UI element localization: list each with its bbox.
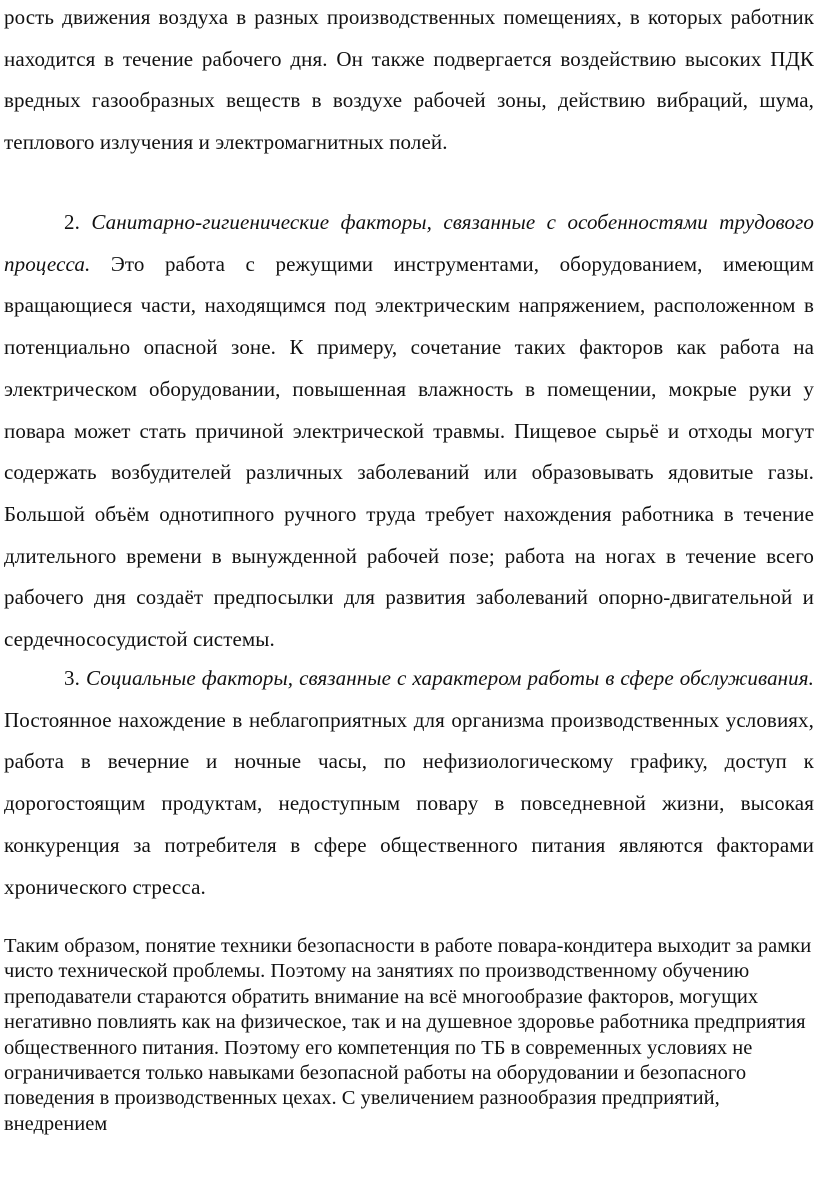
italic-heading: Санитарно-гигиенические факторы, связанные с особенностями трудового процесса. xyxy=(4,210,814,276)
list-number: 3. xyxy=(64,666,80,690)
paragraph-body: Постоянное нахождение в неблагоприятных для организма производственных условиях, работа в вечерние и ночные часы, по нефизиологическому графику, доступ к дорогостоящим продуктам, недоступным повару в повседневной жизни, высокая конкуренция за потребителя в сфере общественного питания являются факторами хронического стресса. xyxy=(4,707,814,899)
list-number: 2. xyxy=(64,210,80,234)
paragraph-text: Таким образом, понятие техники безопасности в работе повара-кондитера выходит за рамки чисто технической проблемы. Поэтому на занятиях по производственному обучению преподаватели стараются обратить внимание на всё многообразие факторов, могущих негативно повлиять как на физическое, так и на душевное здоровье работника предприятия общественного питания. Поэтому его компетенция по ТБ в современных условиях не ограничивается только навыками безопасной работы на оборудовании и безопасного поведения в производственных цехах. С увеличением разнообразия предприятий, внедрением xyxy=(4,935,812,1135)
paragraph-text: рость движения воздуха в разных производственных помещениях, в которых работник находится в течение рабочего дня. Он также подвергается воздействию высоких ПДК вредных газообразных веществ в воздухе рабочей зоны, действию вибраций, шума, теплового излучения и электромагнитных полей. xyxy=(4,5,814,155)
paragraph-conclusion xyxy=(4,934,816,1137)
italic-heading: Социальные факторы, связанные с характером работы в сфере обслуживания. xyxy=(85,666,814,690)
paragraph-sanitary-factors xyxy=(4,202,814,661)
paragraph-continuation xyxy=(4,0,814,164)
paragraph-body: Это работа с режущими инструментами, оборудованием, имеющим вращающиеся части, находящимся под электрическим напряжением, расположенном в потенциально опасной зоне. К примеру, сочетание таких факторов как работа на электрическом оборудовании, повышенная влажность в помещении, мокрые руки у повара может стать причиной электрической травмы. Пищевое сырьё и отходы могут содержать возбудителей различных заболеваний или образовывать ядовитые газы. Большой объём однотипного ручного труда требует нахождения работника в течение длительного времени в вынужденной рабочей позе; работа на ногах в течение всего рабочего дня создаёт предпосылки для развития заболеваний опорно-двигательной и сердечнососудистой системы. xyxy=(4,251,814,652)
paragraph-social-factors xyxy=(4,658,814,908)
